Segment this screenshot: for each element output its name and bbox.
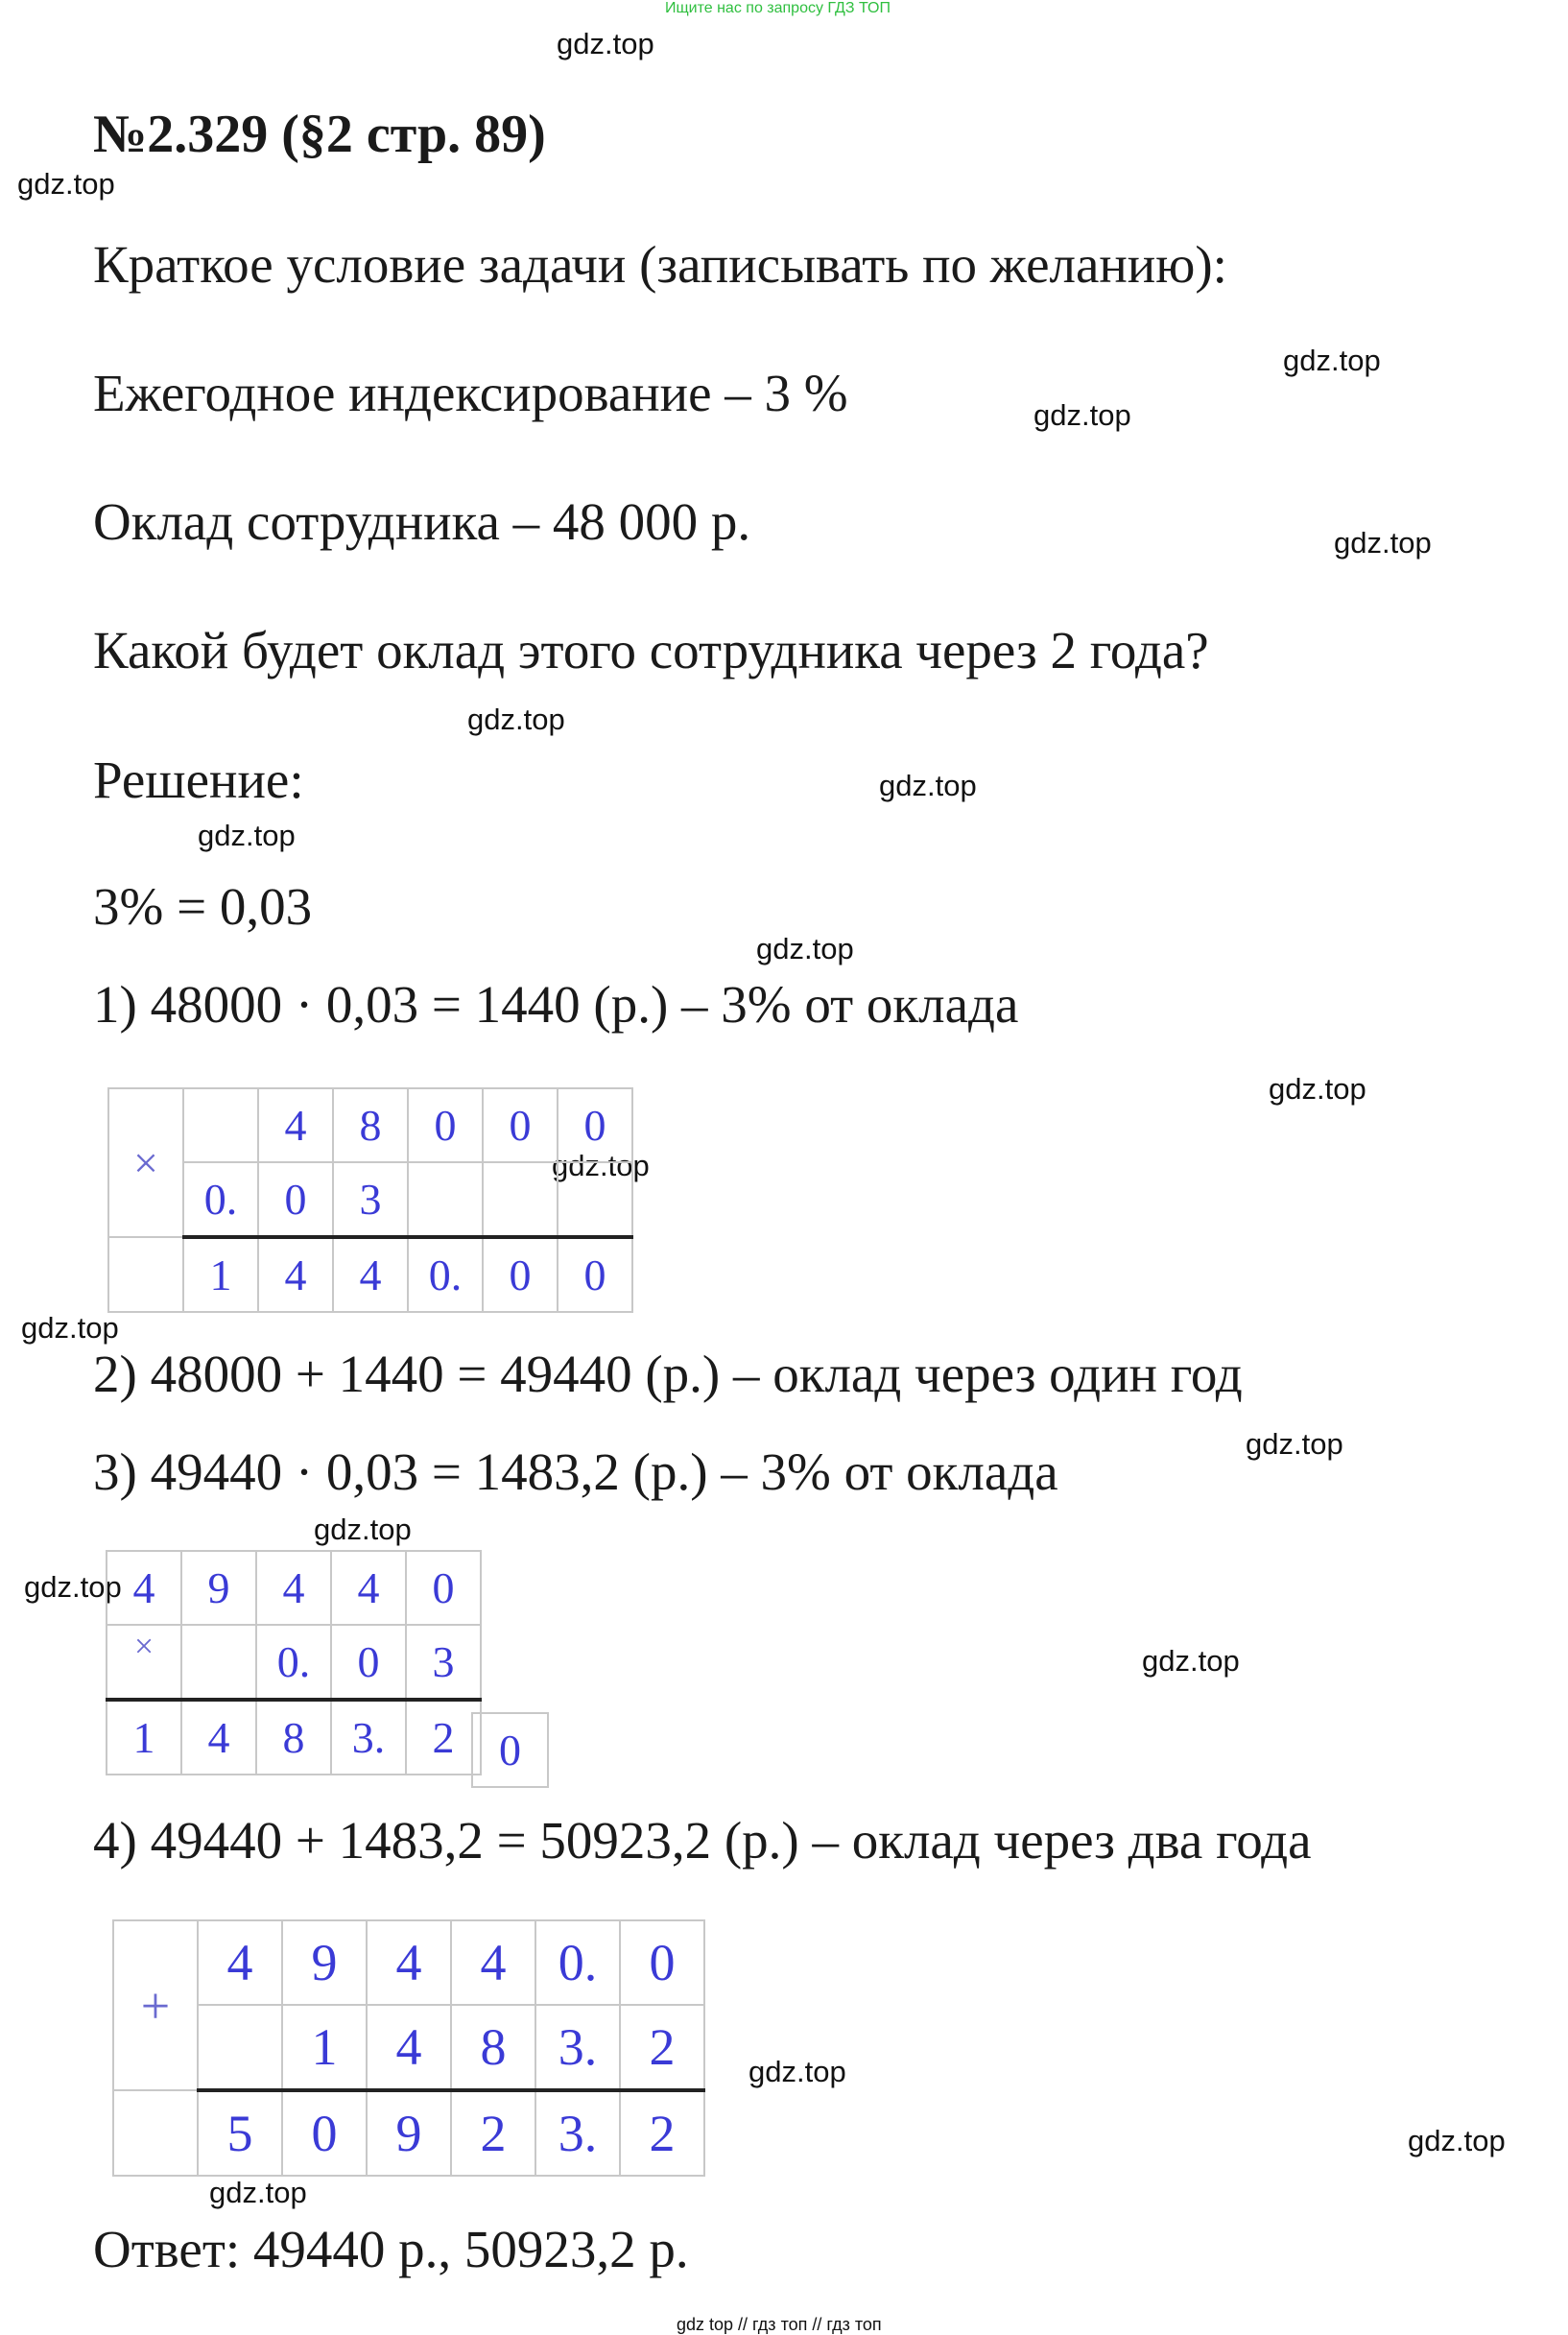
grid-cell: 0	[258, 1162, 333, 1237]
grid-cell: 0	[408, 1088, 483, 1162]
grid-cell: 2	[451, 2090, 535, 2176]
indexing-line: Ежегодное индексирование – 3 %	[93, 364, 848, 422]
grid-cell: 4	[181, 1700, 256, 1775]
step3-line: 3) 49440 · 0,03 = 1483,2 (р.) – 3% от оклада	[93, 1442, 1058, 1501]
watermark: gdz.top	[879, 769, 977, 802]
grid-cell	[108, 1237, 183, 1312]
grid-cell: 0	[558, 1088, 632, 1162]
grid-cell: 4	[331, 1551, 406, 1625]
grid-cell: 4	[451, 1920, 535, 2005]
watermark: gdz.top	[467, 703, 565, 736]
multiply-sign: ×	[108, 1088, 183, 1237]
percent-line: 3% = 0,03	[93, 877, 313, 936]
grid-cell: 5	[198, 2090, 282, 2176]
grid-cell	[483, 1162, 558, 1237]
watermark: gdz.top	[314, 1513, 412, 1546]
watermark: gdz.top	[1334, 526, 1432, 560]
grid-cell: 0	[483, 1088, 558, 1162]
grid-cell: 4	[258, 1088, 333, 1162]
watermark: gdz.top	[1246, 1427, 1343, 1461]
step1-line: 1) 48000 · 0,03 = 1440 (р.) – 3% от оклада	[93, 975, 1019, 1034]
watermark: gdz.top	[1142, 1644, 1240, 1678]
grid-cell: 1	[183, 1237, 258, 1312]
step2-line: 2) 48000 + 1440 = 49440 (р.) – оклад через один год	[93, 1345, 1243, 1403]
grid-cell: 4	[256, 1551, 331, 1625]
watermark: gdz.top	[557, 27, 654, 60]
watermark: gdz.top	[1033, 398, 1131, 432]
grid-cell: 0.	[535, 1920, 620, 2005]
grid-cell	[198, 2005, 282, 2090]
question-line: Какой будет оклад этого сотрудника через 2 года?	[93, 621, 1209, 679]
footer-links[interactable]: gdz top // гдз топ // гдз топ	[677, 2315, 882, 2334]
grid-cell: 0	[282, 2090, 367, 2176]
grid-cell: 9	[181, 1551, 256, 1625]
grid-cell: 4	[333, 1237, 408, 1312]
answer-line: Ответ: 49440 р., 50923,2 р.	[93, 2220, 689, 2278]
grid-cell: 1	[282, 2005, 367, 2090]
watermark: gdz.top	[1408, 2124, 1506, 2157]
multiply-sign: ×	[107, 1625, 181, 1700]
grid-cell: 8	[333, 1088, 408, 1162]
grid-cell: 4	[258, 1237, 333, 1312]
watermark: gdz.top	[209, 2176, 307, 2209]
watermark: gdz.top	[748, 2055, 846, 2088]
watermark: gdz.top	[1283, 344, 1381, 377]
grid-cell: 9	[367, 2090, 451, 2176]
addition-grid	[112, 1919, 705, 2177]
grid-cell: 3.	[331, 1700, 406, 1775]
grid-cell: 4	[198, 1920, 282, 2005]
grid-cell: 0.	[256, 1625, 331, 1700]
grid-cell: 3	[333, 1162, 408, 1237]
grid-cell	[558, 1162, 632, 1237]
watermark: gdz.top	[21, 1311, 119, 1345]
watermark: gdz.top	[24, 1570, 122, 1604]
grid-cell: 3	[406, 1625, 481, 1700]
grid-cell: 0	[331, 1625, 406, 1700]
watermark: gdz.top	[17, 167, 115, 201]
grid-cell: 2	[620, 2005, 704, 2090]
multiplication-grid-2	[106, 1550, 482, 1775]
grid-cell: 9	[282, 1920, 367, 2005]
step4-line: 4) 49440 + 1483,2 = 50923,2 (р.) – оклад через два года	[93, 1811, 1312, 1870]
grid-cell: 0	[483, 1237, 558, 1312]
watermark: gdz.top	[198, 819, 296, 852]
grid-cell: 0	[558, 1237, 632, 1312]
grid-cell	[408, 1162, 483, 1237]
condition-heading: Краткое условие задачи (записывать по желанию):	[93, 235, 1227, 294]
grid-cell: 0	[471, 1712, 549, 1788]
grid-cell	[181, 1625, 256, 1700]
grid-cell	[113, 2090, 198, 2176]
grid-cell: 1	[107, 1700, 181, 1775]
grid-cell: 4	[367, 1920, 451, 2005]
grid-cell: 0.	[183, 1162, 258, 1237]
salary-line: Оклад сотрудника – 48 000 р.	[93, 492, 751, 551]
grid-cell: 0.	[408, 1237, 483, 1312]
grid-cell: 3.	[535, 2090, 620, 2176]
grid-cell: 8	[256, 1700, 331, 1775]
watermark: gdz.top	[756, 932, 854, 965]
watermark: gdz.top	[552, 1149, 650, 1182]
grid-cell: 0	[620, 1920, 704, 2005]
top-banner[interactable]: Ищите нас по запросу ГДЗ ТОП	[665, 0, 891, 16]
grid-cell: 3.	[535, 2005, 620, 2090]
page-title: №2.329 (§2 стр. 89)	[93, 105, 546, 164]
grid-cell: 4	[367, 2005, 451, 2090]
grid-cell: 2	[620, 2090, 704, 2176]
watermark: gdz.top	[1269, 1072, 1366, 1106]
grid-cell: 4	[107, 1551, 181, 1625]
grid-cell: 8	[451, 2005, 535, 2090]
multiplication-grid-1	[107, 1087, 633, 1313]
grid-cell: 0	[406, 1551, 481, 1625]
plus-sign: +	[113, 1920, 198, 2090]
solution-heading: Решение:	[93, 751, 304, 809]
grid-cell: 2	[406, 1700, 481, 1775]
grid-cell	[183, 1088, 258, 1162]
